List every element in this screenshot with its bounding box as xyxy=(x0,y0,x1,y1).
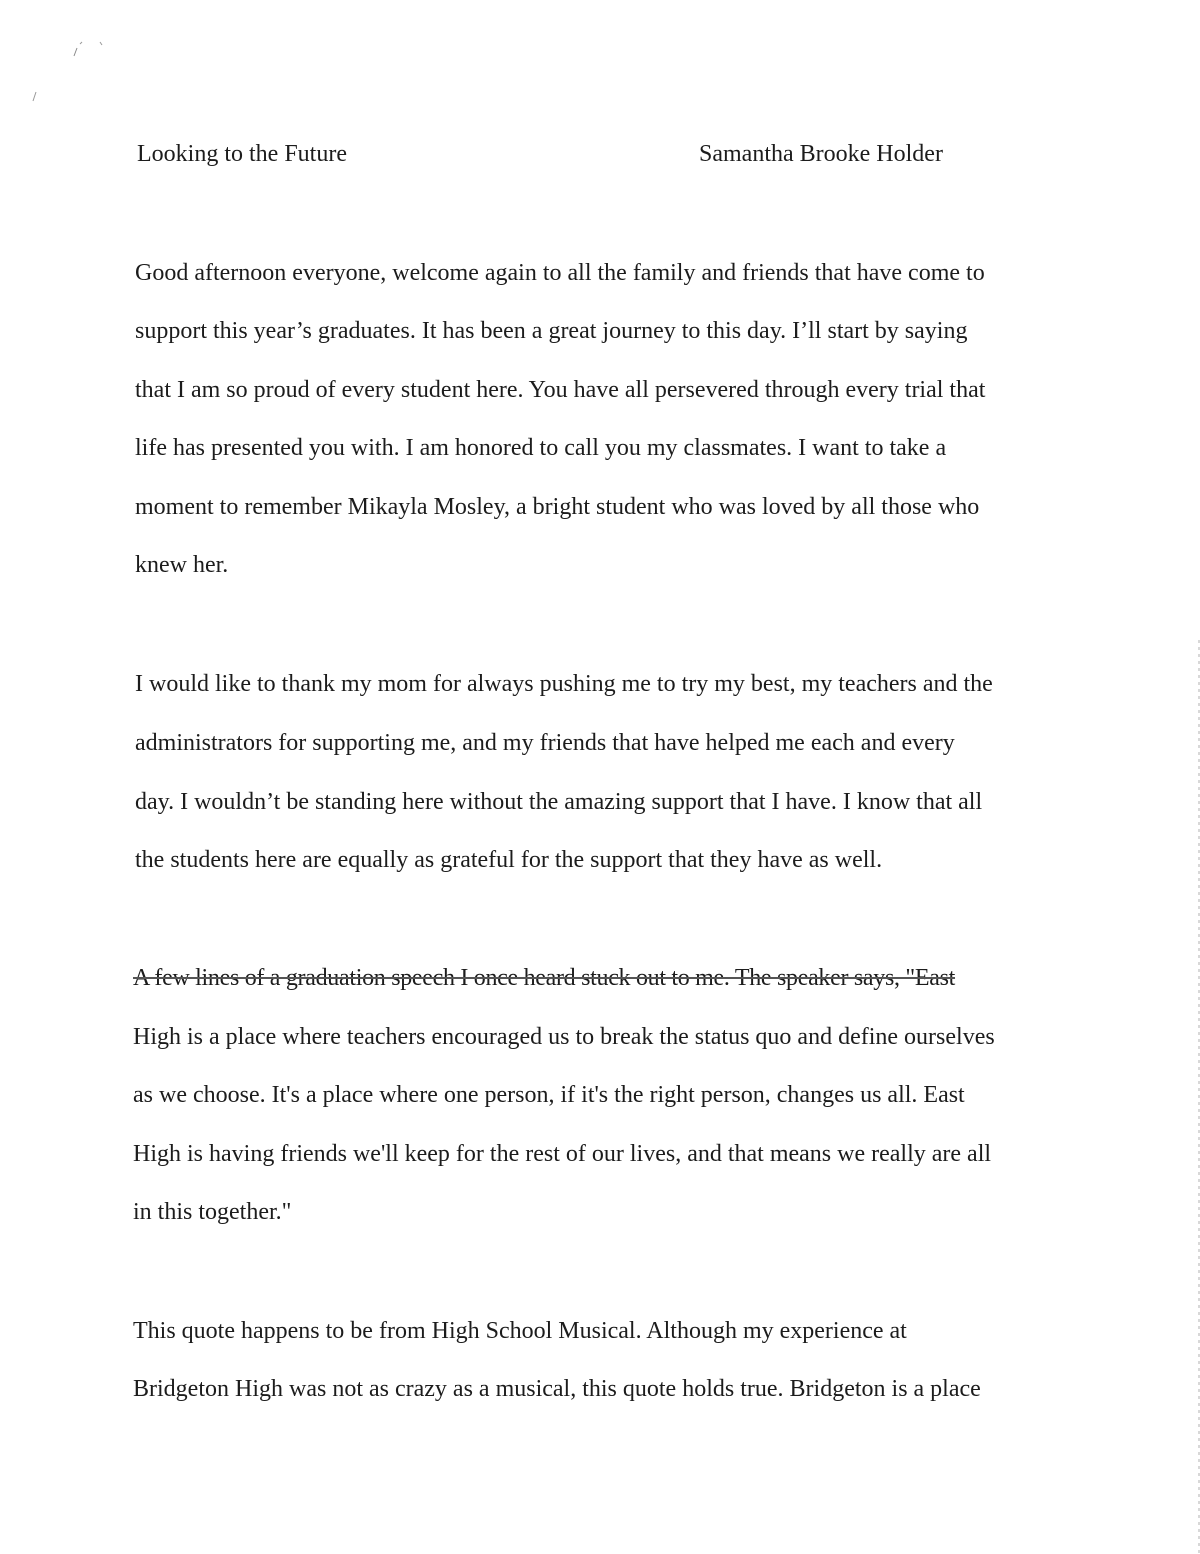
author-name: Samantha Brooke Holder xyxy=(699,141,943,167)
paragraph-line: High is a place where teachers encouraged us to break the status quo and define ourselves xyxy=(133,1024,995,1050)
paragraph-line: support this year’s graduates. It has been a great journey to this day. I’ll start by saying xyxy=(135,318,968,344)
paragraph-line-struck: A few lines of a graduation speech I once heard stuck out to me. The speaker says, "East xyxy=(133,965,956,991)
paragraph-line: Bridgeton High was not as crazy as a musical, this quote holds true. Bridgeton is a place xyxy=(133,1376,981,1402)
paragraph-line: life has presented you with. I am honored to call you my classmates. I want to take a xyxy=(135,435,947,461)
paragraph-line: that I am so proud of every student here. You have all persevered through every trial that xyxy=(135,377,986,403)
paragraph-line: Good afternoon everyone, welcome again to all the family and friends that have come to xyxy=(135,260,985,286)
paragraph-line: knew her. xyxy=(135,552,229,578)
paragraph-line: High is having friends we'll keep for the rest of our lives, and that means we really are all xyxy=(133,1141,992,1167)
document-title: Looking to the Future xyxy=(137,141,347,167)
paragraph-line: in this together." xyxy=(133,1199,292,1225)
paragraph-line: day. I wouldn’t be standing here without the amazing support that I have. I know that all xyxy=(135,789,983,815)
paragraph-line: I would like to thank my mom for always pushing me to try my best, my teachers and the xyxy=(135,671,993,697)
paragraph-line: administrators for supporting me, and my friends that have helped me each and every xyxy=(135,730,955,756)
scan-specks xyxy=(0,0,120,110)
paragraph-line: the students here are equally as grateful for the support that they have as well. xyxy=(135,847,883,873)
paragraph-line: This quote happens to be from High School Musical. Although my experience at xyxy=(133,1318,907,1344)
paragraph-line: as we choose. It's a place where one person, if it's the right person, changes us all. East xyxy=(133,1082,965,1108)
paragraph-line: moment to remember Mikayla Mosley, a bright student who was loved by all those who xyxy=(135,494,980,520)
